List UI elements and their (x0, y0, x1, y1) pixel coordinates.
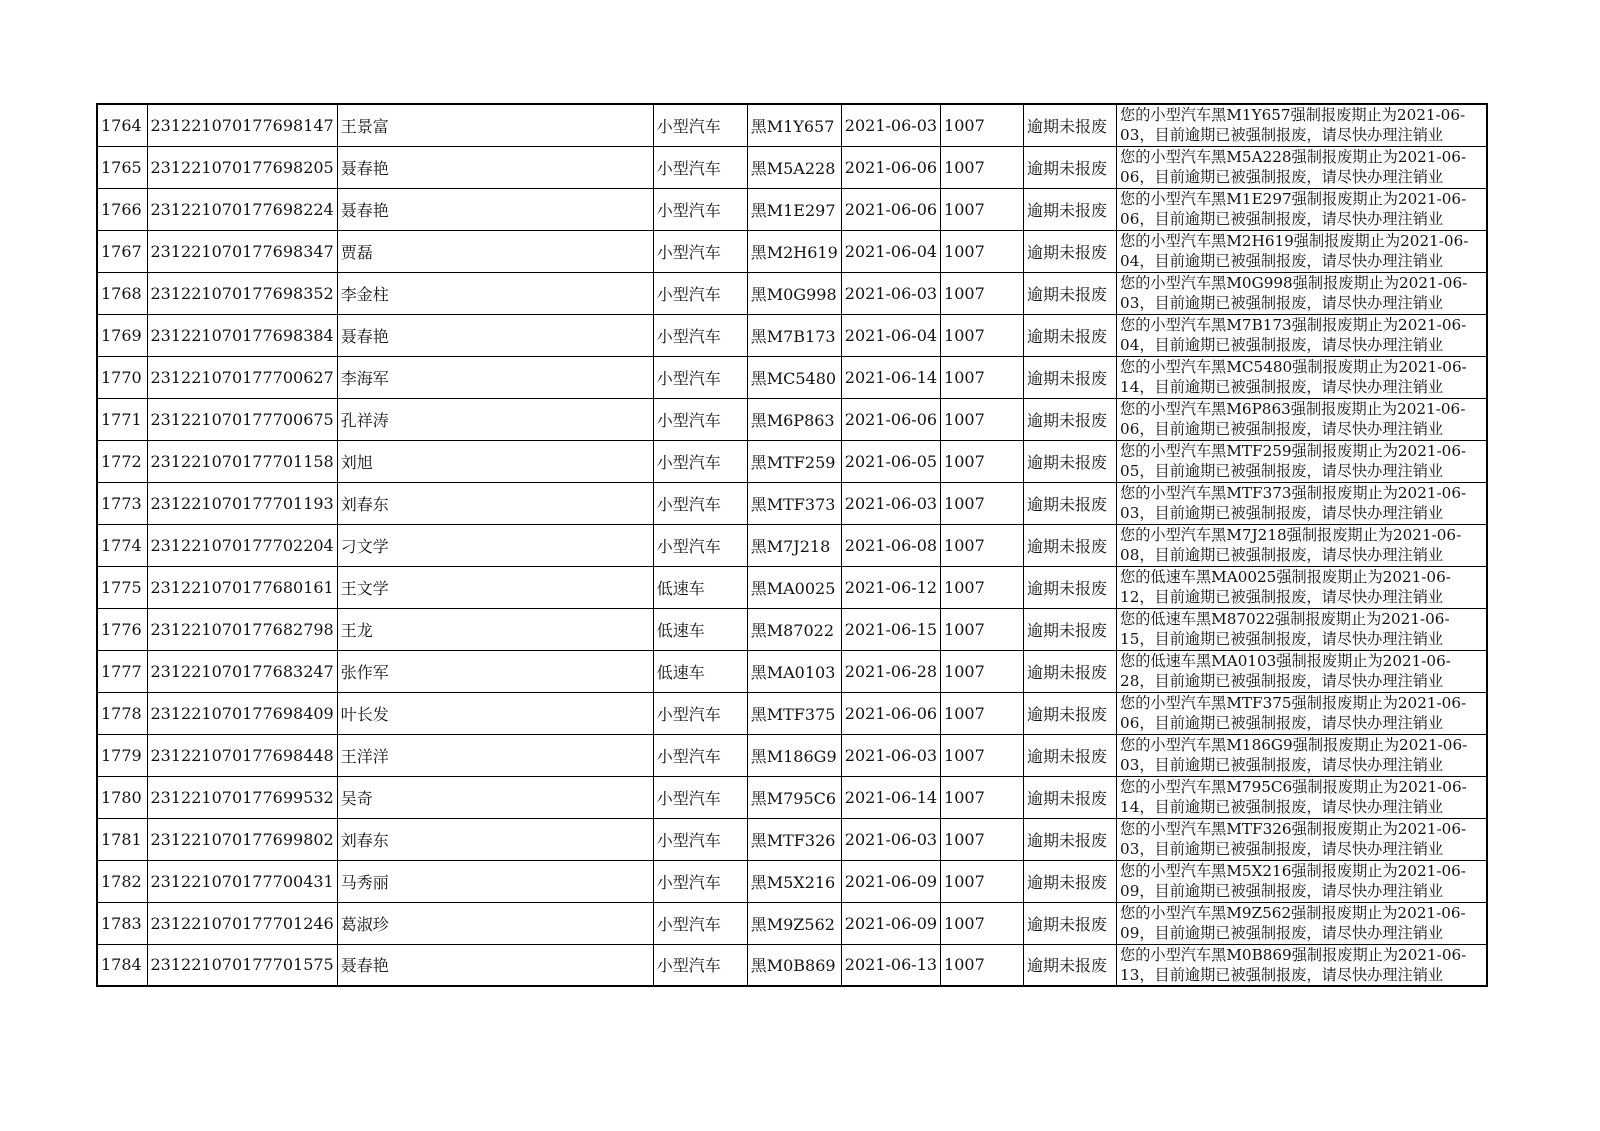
cell-plate-number: 黑M9Z562 (747, 902, 841, 944)
cell-owner-name: 贾磊 (337, 230, 653, 272)
table-row (97, 860, 1487, 902)
cell-record-id: 231221070177698347 (147, 230, 337, 272)
cell-plate-number: 黑MTF259 (747, 440, 841, 482)
table-row (97, 902, 1487, 944)
cell-seq: 1782 (97, 860, 147, 902)
cell-status: 逾期未报废 (1024, 566, 1117, 608)
cell-notice: 您的低速车黑M87022强制报废期止为2021-06-15，目前逾期已被强制报废，请尽快办理注销业 (1117, 608, 1487, 650)
cell-vehicle-type: 小型汽车 (653, 104, 747, 146)
cell-plate-number: 黑MTF373 (747, 482, 841, 524)
cell-status: 逾期未报废 (1024, 692, 1117, 734)
cell-record-id: 231221070177698205 (147, 146, 337, 188)
cell-plate-number: 黑M6P863 (747, 398, 841, 440)
cell-code: 1007 (941, 230, 1024, 272)
cell-record-id: 231221070177698147 (147, 104, 337, 146)
table-row (97, 524, 1487, 566)
cell-code: 1007 (941, 398, 1024, 440)
cell-scrap-date: 2021-06-08 (841, 524, 940, 566)
cell-code: 1007 (941, 356, 1024, 398)
cell-record-id: 231221070177698448 (147, 734, 337, 776)
cell-vehicle-type: 小型汽车 (653, 776, 747, 818)
cell-owner-name: 刘旭 (337, 440, 653, 482)
table-row (97, 356, 1487, 398)
cell-code: 1007 (941, 944, 1024, 986)
cell-code: 1007 (941, 146, 1024, 188)
cell-owner-name: 聂春艳 (337, 314, 653, 356)
cell-plate-number: 黑M0G998 (747, 272, 841, 314)
cell-status: 逾期未报废 (1024, 776, 1117, 818)
cell-status: 逾期未报废 (1024, 356, 1117, 398)
cell-vehicle-type: 小型汽车 (653, 902, 747, 944)
cell-record-id: 231221070177701193 (147, 482, 337, 524)
cell-seq: 1783 (97, 902, 147, 944)
cell-vehicle-type: 小型汽车 (653, 734, 747, 776)
cell-seq: 1778 (97, 692, 147, 734)
table-row (97, 608, 1487, 650)
table-row (97, 146, 1487, 188)
cell-status: 逾期未报废 (1024, 104, 1117, 146)
cell-owner-name: 聂春艳 (337, 146, 653, 188)
cell-seq: 1779 (97, 734, 147, 776)
cell-notice: 您的小型汽车黑M795C6强制报废期止为2021-06-14，目前逾期已被强制报废，请尽快办理注销业 (1117, 776, 1487, 818)
cell-owner-name: 王景富 (337, 104, 653, 146)
cell-notice: 您的小型汽车黑M0B869强制报废期止为2021-06-13，目前逾期已被强制报废，请尽快办理注销业 (1117, 944, 1487, 986)
cell-record-id: 231221070177702204 (147, 524, 337, 566)
cell-code: 1007 (941, 440, 1024, 482)
cell-seq: 1780 (97, 776, 147, 818)
cell-plate-number: 黑M795C6 (747, 776, 841, 818)
cell-plate-number: 黑M2H619 (747, 230, 841, 272)
cell-record-id: 231221070177680161 (147, 566, 337, 608)
cell-vehicle-type: 小型汽车 (653, 146, 747, 188)
cell-vehicle-type: 小型汽车 (653, 818, 747, 860)
cell-owner-name: 刘春东 (337, 482, 653, 524)
cell-code: 1007 (941, 566, 1024, 608)
cell-plate-number: 黑M7B173 (747, 314, 841, 356)
cell-code: 1007 (941, 188, 1024, 230)
table-body (97, 104, 1487, 986)
cell-seq: 1784 (97, 944, 147, 986)
cell-status: 逾期未报废 (1024, 608, 1117, 650)
cell-code: 1007 (941, 776, 1024, 818)
cell-scrap-date: 2021-06-09 (841, 860, 940, 902)
cell-status: 逾期未报废 (1024, 524, 1117, 566)
cell-scrap-date: 2021-06-03 (841, 734, 940, 776)
cell-scrap-date: 2021-06-03 (841, 272, 940, 314)
cell-notice: 您的小型汽车黑MTF326强制报废期止为2021-06-03，目前逾期已被强制报废，请尽快办理注销业 (1117, 818, 1487, 860)
cell-scrap-date: 2021-06-06 (841, 146, 940, 188)
cell-scrap-date: 2021-06-06 (841, 398, 940, 440)
cell-notice: 您的小型汽车黑M7J218强制报废期止为2021-06-08，目前逾期已被强制报废，请尽快办理注销业 (1117, 524, 1487, 566)
cell-scrap-date: 2021-06-03 (841, 482, 940, 524)
cell-vehicle-type: 小型汽车 (653, 188, 747, 230)
cell-plate-number: 黑M7J218 (747, 524, 841, 566)
cell-owner-name: 马秀丽 (337, 860, 653, 902)
cell-vehicle-type: 小型汽车 (653, 272, 747, 314)
cell-vehicle-type: 小型汽车 (653, 860, 747, 902)
cell-plate-number: 黑MTF326 (747, 818, 841, 860)
cell-code: 1007 (941, 902, 1024, 944)
cell-owner-name: 李海军 (337, 356, 653, 398)
cell-notice: 您的小型汽车黑M0G998强制报废期止为2021-06-03，目前逾期已被强制报废，请尽快办理注销业 (1117, 272, 1487, 314)
vehicle-scrap-table-page (96, 103, 1488, 987)
cell-plate-number: 黑M1Y657 (747, 104, 841, 146)
cell-code: 1007 (941, 524, 1024, 566)
table-row (97, 482, 1487, 524)
cell-seq: 1766 (97, 188, 147, 230)
table-row (97, 230, 1487, 272)
cell-seq: 1767 (97, 230, 147, 272)
cell-notice: 您的小型汽车黑M1Y657强制报废期止为2021-06-03，目前逾期已被强制报废，请尽快办理注销业 (1117, 104, 1487, 146)
cell-record-id: 231221070177701158 (147, 440, 337, 482)
cell-vehicle-type: 低速车 (653, 650, 747, 692)
cell-scrap-date: 2021-06-03 (841, 104, 940, 146)
cell-code: 1007 (941, 818, 1024, 860)
cell-scrap-date: 2021-06-04 (841, 230, 940, 272)
cell-owner-name: 叶长发 (337, 692, 653, 734)
cell-vehicle-type: 小型汽车 (653, 440, 747, 482)
cell-owner-name: 王文学 (337, 566, 653, 608)
table-row (97, 818, 1487, 860)
cell-record-id: 231221070177682798 (147, 608, 337, 650)
cell-owner-name: 王龙 (337, 608, 653, 650)
cell-scrap-date: 2021-06-06 (841, 692, 940, 734)
cell-scrap-date: 2021-06-06 (841, 188, 940, 230)
cell-scrap-date: 2021-06-14 (841, 776, 940, 818)
cell-notice: 您的小型汽车黑M5A228强制报废期止为2021-06-06，目前逾期已被强制报废，请尽快办理注销业 (1117, 146, 1487, 188)
cell-seq: 1769 (97, 314, 147, 356)
cell-status: 逾期未报废 (1024, 860, 1117, 902)
cell-code: 1007 (941, 104, 1024, 146)
cell-plate-number: 黑M5X216 (747, 860, 841, 902)
cell-status: 逾期未报废 (1024, 230, 1117, 272)
cell-vehicle-type: 低速车 (653, 608, 747, 650)
cell-record-id: 231221070177683247 (147, 650, 337, 692)
cell-scrap-date: 2021-06-28 (841, 650, 940, 692)
table-row (97, 776, 1487, 818)
cell-code: 1007 (941, 650, 1024, 692)
cell-notice: 您的低速车黑MA0103强制报废期止为2021-06-28，目前逾期已被强制报废，请尽快办理注销业 (1117, 650, 1487, 692)
cell-vehicle-type: 小型汽车 (653, 356, 747, 398)
table-row (97, 566, 1487, 608)
cell-plate-number: 黑M0B869 (747, 944, 841, 986)
cell-seq: 1764 (97, 104, 147, 146)
cell-plate-number: 黑M5A228 (747, 146, 841, 188)
cell-seq: 1772 (97, 440, 147, 482)
cell-notice: 您的小型汽车黑M7B173强制报废期止为2021-06-04，目前逾期已被强制报废，请尽快办理注销业 (1117, 314, 1487, 356)
cell-scrap-date: 2021-06-13 (841, 944, 940, 986)
cell-owner-name: 聂春艳 (337, 944, 653, 986)
cell-record-id: 231221070177698224 (147, 188, 337, 230)
cell-notice: 您的小型汽车黑MC5480强制报废期止为2021-06-14，目前逾期已被强制报废，请尽快办理注销业 (1117, 356, 1487, 398)
cell-plate-number: 黑M186G9 (747, 734, 841, 776)
cell-plate-number: 黑M87022 (747, 608, 841, 650)
cell-owner-name: 张作军 (337, 650, 653, 692)
cell-status: 逾期未报废 (1024, 188, 1117, 230)
cell-code: 1007 (941, 482, 1024, 524)
cell-status: 逾期未报废 (1024, 146, 1117, 188)
cell-seq: 1775 (97, 566, 147, 608)
cell-record-id: 231221070177698384 (147, 314, 337, 356)
cell-status: 逾期未报废 (1024, 272, 1117, 314)
cell-vehicle-type: 小型汽车 (653, 398, 747, 440)
cell-seq: 1770 (97, 356, 147, 398)
cell-vehicle-type: 小型汽车 (653, 230, 747, 272)
cell-notice: 您的小型汽车黑M6P863强制报废期止为2021-06-06，目前逾期已被强制报废，请尽快办理注销业 (1117, 398, 1487, 440)
cell-record-id: 231221070177699802 (147, 818, 337, 860)
cell-scrap-date: 2021-06-09 (841, 902, 940, 944)
cell-record-id: 231221070177701246 (147, 902, 337, 944)
cell-notice: 您的小型汽车黑M186G9强制报废期止为2021-06-03，目前逾期已被强制报废，请尽快办理注销业 (1117, 734, 1487, 776)
cell-plate-number: 黑M1E297 (747, 188, 841, 230)
cell-seq: 1777 (97, 650, 147, 692)
cell-owner-name: 刁文学 (337, 524, 653, 566)
cell-record-id: 231221070177700627 (147, 356, 337, 398)
cell-record-id: 231221070177698409 (147, 692, 337, 734)
cell-scrap-date: 2021-06-05 (841, 440, 940, 482)
table-row (97, 104, 1487, 146)
cell-plate-number: 黑MTF375 (747, 692, 841, 734)
cell-status: 逾期未报废 (1024, 734, 1117, 776)
cell-status: 逾期未报废 (1024, 650, 1117, 692)
table-row (97, 944, 1487, 986)
table-row (97, 734, 1487, 776)
cell-owner-name: 王洋洋 (337, 734, 653, 776)
cell-notice: 您的小型汽车黑MTF259强制报废期止为2021-06-05，目前逾期已被强制报废，请尽快办理注销业 (1117, 440, 1487, 482)
cell-code: 1007 (941, 314, 1024, 356)
cell-status: 逾期未报废 (1024, 398, 1117, 440)
cell-owner-name: 葛淑珍 (337, 902, 653, 944)
cell-record-id: 231221070177698352 (147, 272, 337, 314)
cell-plate-number: 黑MC5480 (747, 356, 841, 398)
cell-plate-number: 黑MA0103 (747, 650, 841, 692)
cell-status: 逾期未报废 (1024, 482, 1117, 524)
table-row (97, 272, 1487, 314)
table-row (97, 188, 1487, 230)
cell-record-id: 231221070177699532 (147, 776, 337, 818)
cell-scrap-date: 2021-06-15 (841, 608, 940, 650)
cell-scrap-date: 2021-06-04 (841, 314, 940, 356)
cell-seq: 1771 (97, 398, 147, 440)
cell-vehicle-type: 小型汽车 (653, 692, 747, 734)
cell-seq: 1765 (97, 146, 147, 188)
table-row (97, 650, 1487, 692)
cell-code: 1007 (941, 860, 1024, 902)
cell-seq: 1773 (97, 482, 147, 524)
table-row (97, 314, 1487, 356)
cell-scrap-date: 2021-06-03 (841, 818, 940, 860)
cell-status: 逾期未报废 (1024, 440, 1117, 482)
cell-owner-name: 李金柱 (337, 272, 653, 314)
cell-notice: 您的小型汽车黑MTF375强制报废期止为2021-06-06，目前逾期已被强制报废，请尽快办理注销业 (1117, 692, 1487, 734)
cell-vehicle-type: 小型汽车 (653, 482, 747, 524)
cell-notice: 您的低速车黑MA0025强制报废期止为2021-06-12，目前逾期已被强制报废，请尽快办理注销业 (1117, 566, 1487, 608)
cell-scrap-date: 2021-06-12 (841, 566, 940, 608)
cell-seq: 1774 (97, 524, 147, 566)
cell-seq: 1781 (97, 818, 147, 860)
cell-code: 1007 (941, 272, 1024, 314)
cell-notice: 您的小型汽车黑M9Z562强制报废期止为2021-06-09，目前逾期已被强制报废，请尽快办理注销业 (1117, 902, 1487, 944)
cell-vehicle-type: 小型汽车 (653, 314, 747, 356)
table-row (97, 692, 1487, 734)
vehicle-scrap-table (96, 103, 1488, 987)
cell-seq: 1768 (97, 272, 147, 314)
cell-status: 逾期未报废 (1024, 818, 1117, 860)
cell-notice: 您的小型汽车黑M2H619强制报废期止为2021-06-04，目前逾期已被强制报废，请尽快办理注销业 (1117, 230, 1487, 272)
cell-vehicle-type: 小型汽车 (653, 944, 747, 986)
cell-record-id: 231221070177700675 (147, 398, 337, 440)
cell-record-id: 231221070177700431 (147, 860, 337, 902)
cell-seq: 1776 (97, 608, 147, 650)
cell-vehicle-type: 小型汽车 (653, 524, 747, 566)
cell-record-id: 231221070177701575 (147, 944, 337, 986)
cell-owner-name: 刘春东 (337, 818, 653, 860)
cell-status: 逾期未报废 (1024, 944, 1117, 986)
table-row (97, 398, 1487, 440)
cell-code: 1007 (941, 734, 1024, 776)
table-row (97, 440, 1487, 482)
cell-scrap-date: 2021-06-14 (841, 356, 940, 398)
cell-status: 逾期未报废 (1024, 902, 1117, 944)
cell-owner-name: 吴奇 (337, 776, 653, 818)
cell-plate-number: 黑MA0025 (747, 566, 841, 608)
cell-status: 逾期未报废 (1024, 314, 1117, 356)
cell-owner-name: 聂春艳 (337, 188, 653, 230)
cell-code: 1007 (941, 608, 1024, 650)
cell-notice: 您的小型汽车黑MTF373强制报废期止为2021-06-03，目前逾期已被强制报废，请尽快办理注销业 (1117, 482, 1487, 524)
cell-notice: 您的小型汽车黑M5X216强制报废期止为2021-06-09，目前逾期已被强制报废，请尽快办理注销业 (1117, 860, 1487, 902)
cell-notice: 您的小型汽车黑M1E297强制报废期止为2021-06-06，目前逾期已被强制报废，请尽快办理注销业 (1117, 188, 1487, 230)
cell-vehicle-type: 低速车 (653, 566, 747, 608)
cell-owner-name: 孔祥涛 (337, 398, 653, 440)
cell-code: 1007 (941, 692, 1024, 734)
